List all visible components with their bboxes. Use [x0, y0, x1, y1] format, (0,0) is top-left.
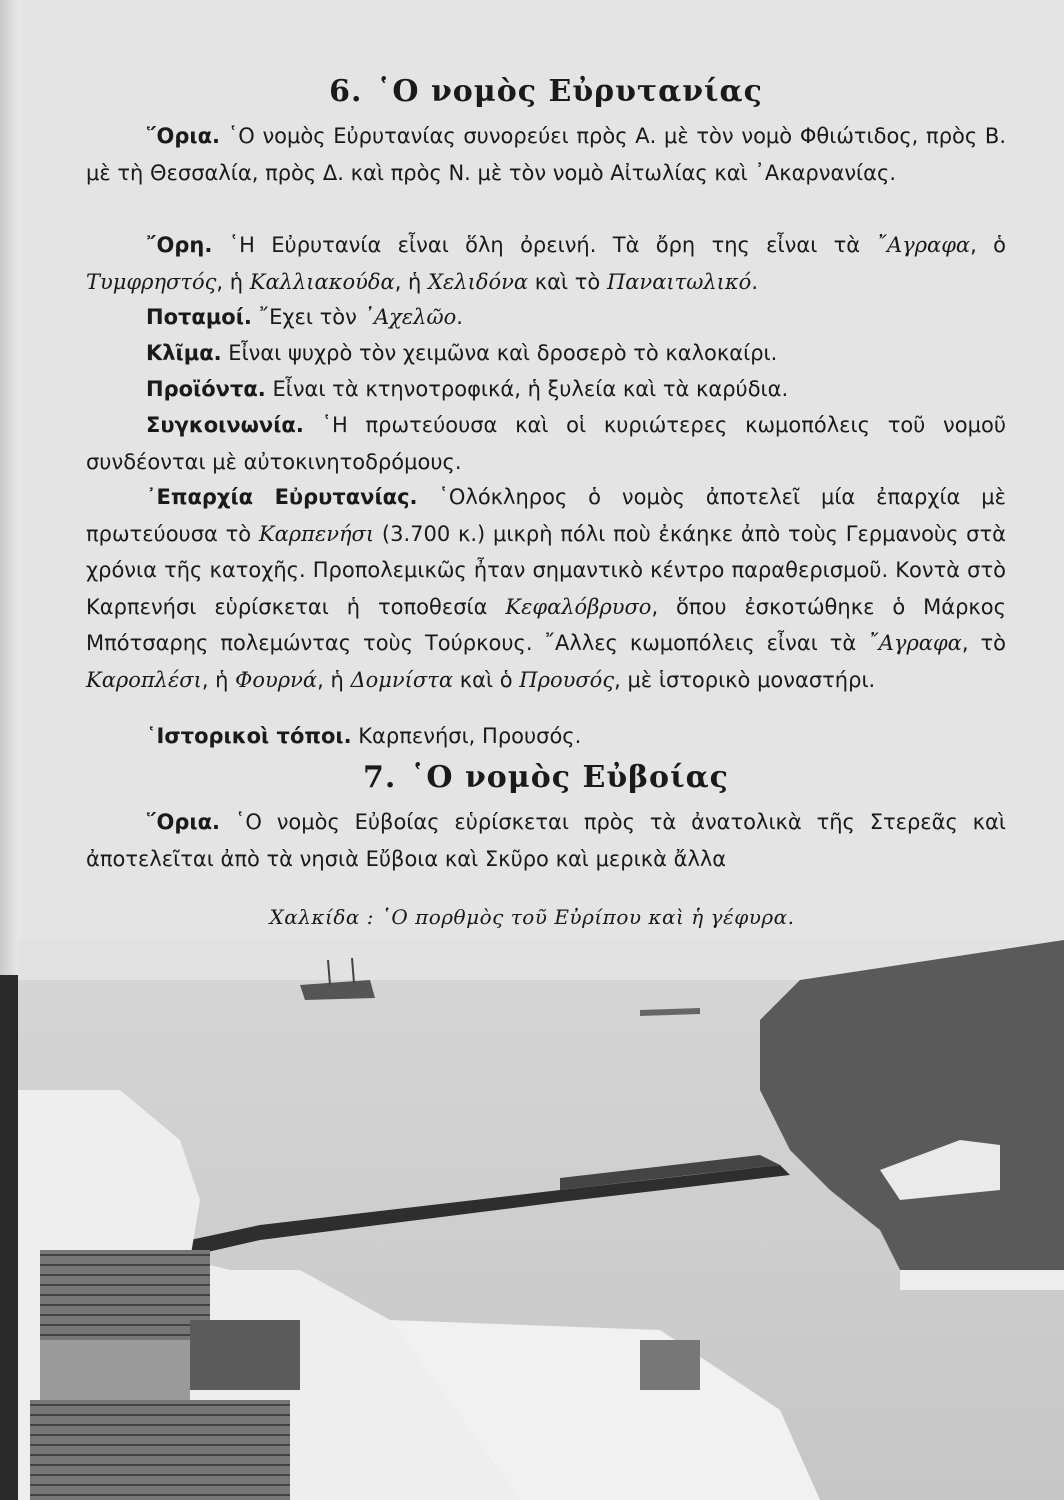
mountain-name: ῎Αγραφα	[876, 233, 971, 257]
province-text: , μὲ ἱστορικὸ μοναστήρι.	[614, 667, 876, 692]
mountain-name: Χελιδόνα	[428, 269, 529, 294]
climate-label: Κλῖμα.	[146, 341, 222, 365]
place-name: Καρπενήσι	[258, 521, 375, 546]
mountain-name: Παναιτωλικό	[606, 269, 752, 294]
section-6-heading	[86, 74, 1006, 109]
separator: καὶ τὸ	[534, 269, 601, 294]
section-6-transport	[86, 407, 1006, 480]
mountains-label: ῎Ορη.	[146, 233, 213, 257]
province-text: ῾Ολόκληρος ὁ νομὸς ἀποτελεῖ μία ἐπαρχία μὲ πρωτεύουσα τὸ	[86, 485, 1006, 546]
section-6-borders	[86, 118, 1006, 191]
historic-label: ῾Ιστορικοὶ τόποι.	[146, 724, 352, 748]
products-text: Εἶναι τὰ κτηνοτροφικά, ἡ ξυλεία καὶ τὰ καρύδια.	[272, 377, 789, 401]
section-6-province	[86, 479, 1006, 698]
separator: , ἡ	[216, 269, 244, 294]
place-name: Κεφαλόβρυσο	[505, 594, 652, 619]
building	[190, 1320, 300, 1390]
roofs	[40, 1250, 210, 1340]
section-7-heading	[86, 760, 1006, 795]
products-label: Προϊόντα.	[146, 377, 266, 401]
province-text: , τὸ	[961, 631, 1007, 655]
climate-text: Εἶναι ψυχρὸ τὸν χειμῶνα καὶ δροσερὸ τὸ καλοκαίρι.	[228, 341, 778, 365]
mountain-name: Καλλιακούδα	[249, 269, 395, 294]
place-name: Καροπλέσι	[86, 667, 202, 692]
rivers-text: ῎Εχει τὸν	[258, 305, 357, 329]
section-6-historic-places	[86, 718, 1006, 755]
place-name: ῎Αγραφα	[868, 631, 962, 655]
section-6-climate	[86, 335, 1006, 372]
province-text: καὶ ὁ	[459, 667, 513, 692]
borders-text: ῾Ο νομὸς Εὐβοίας εὑρίσκεται πρὸς τὰ ἀνατολικὰ τῆς Στερεᾶς καὶ ἀποτελεῖται ἀπὸ τὰ νησιὰ Εὔβοια καὶ Σκῦρο καὶ μερικὰ ἄλλα	[86, 810, 1006, 871]
mountains-text: ῾Η Εὐρυτανία εἶναι ὅλη ὀρεινή. Τὰ ὄρη της εἶναι τὰ	[228, 233, 861, 257]
separator: , ἡ	[394, 269, 422, 294]
transport-text: ῾Η πρωτεύουσα καὶ οἱ κυριώτερες κωμοπόλεις τοῦ νομοῦ συνδέονται μὲ αὐτοκινητοδρόμους.	[86, 413, 1006, 474]
place-name: Δομνίστα	[350, 667, 454, 692]
province-text: (3.700 κ.) μικρὴ πόλι ποὺ ἐκάηκε ἀπὸ τοὺς Γερμανοὺς στὰ χρόνια τῆς κατοχῆς. Προπολεμικῶς ἦταν σημαντικὸ κέντρο παραθερισμοῦ. Κοντὰ στὸ Καρπενήσι εὑρίσκεται ἡ τοποθεσία	[86, 521, 1006, 619]
section-6-number: 6.	[329, 74, 363, 109]
separator: , ὁ	[970, 233, 1006, 257]
province-label: ᾿Επαρχία Εὐρυτανίας.	[146, 485, 418, 509]
chalkida-bridge-photo	[0, 940, 1064, 1500]
section-7-title: ῾Ο νομὸς Εὐβοίας	[410, 760, 729, 795]
province-text: , ὅπου ἐσκοτώθηκε ὁ Μάρκος Μπότσαρης πολεμώντας τοὺς Τούρκους. ῎Αλλες κωμοπόλεις εἶναι τὰ	[86, 594, 1006, 655]
mountain-name: Τυμφρηστός	[86, 269, 217, 294]
borders-label: ῞Ορια.	[146, 124, 220, 148]
section-6-mountains: ῎Ορη. ῾Η Εὐρυτανία εἶναι ὅλη ὀρεινή. Τὰ ὄρη της εἶναι τὰ ῎Αγραφα, ὁ Τυμφρηστός, ἡ Καλλιακούδα, ἡ Χελιδόνα καὶ τὸ Παναιτωλικό.	[86, 233, 1006, 294]
section-7-borders	[86, 804, 1006, 877]
section-6-title: ῾Ο νομὸς Εὐρυτανίας	[376, 74, 763, 109]
transport-label: Συγκοινωνία.	[146, 413, 304, 437]
house	[40, 1340, 190, 1400]
province-text: , ἡ	[201, 667, 229, 692]
section-6-rivers: Ποταμοί. ῎Εχει τὸν ᾿Αχελῶο.	[146, 305, 463, 329]
tiled-roof	[30, 1400, 290, 1500]
river-name: ᾿Αχελῶο	[363, 305, 457, 329]
place-name: Φουρνά	[235, 667, 318, 692]
section-6-products	[86, 371, 1006, 408]
section-7-number: 7.	[363, 760, 397, 795]
rivers-label: Ποταμοί.	[146, 305, 252, 329]
historic-text: Καρπενήσι, Προυσός.	[358, 724, 582, 748]
borders-label: ῞Ορια.	[146, 810, 220, 834]
place-name: Προυσός	[519, 667, 615, 692]
photo-caption: Χαλκίδα : ῾Ο πορθμὸς τοῦ Εὐρίπου καὶ ἡ γέφυρα.	[269, 905, 795, 929]
borders-text: ῾Ο νομὸς Εὐρυτανίας συνορεύει πρὸς Α. μὲ τὸν νομὸ Φθιώτιδος, πρὸς Β. μὲ τὴ Θεσσαλία, πρὸς Δ. καὶ πρὸς Ν. μὲ τὸν νομὸ Αἰτωλίας καὶ ᾿Ακαρνανίας.	[86, 124, 1006, 185]
boat-on-quay	[640, 1340, 700, 1390]
province-text: , ἡ	[317, 667, 344, 692]
right-quay	[900, 1270, 1064, 1290]
